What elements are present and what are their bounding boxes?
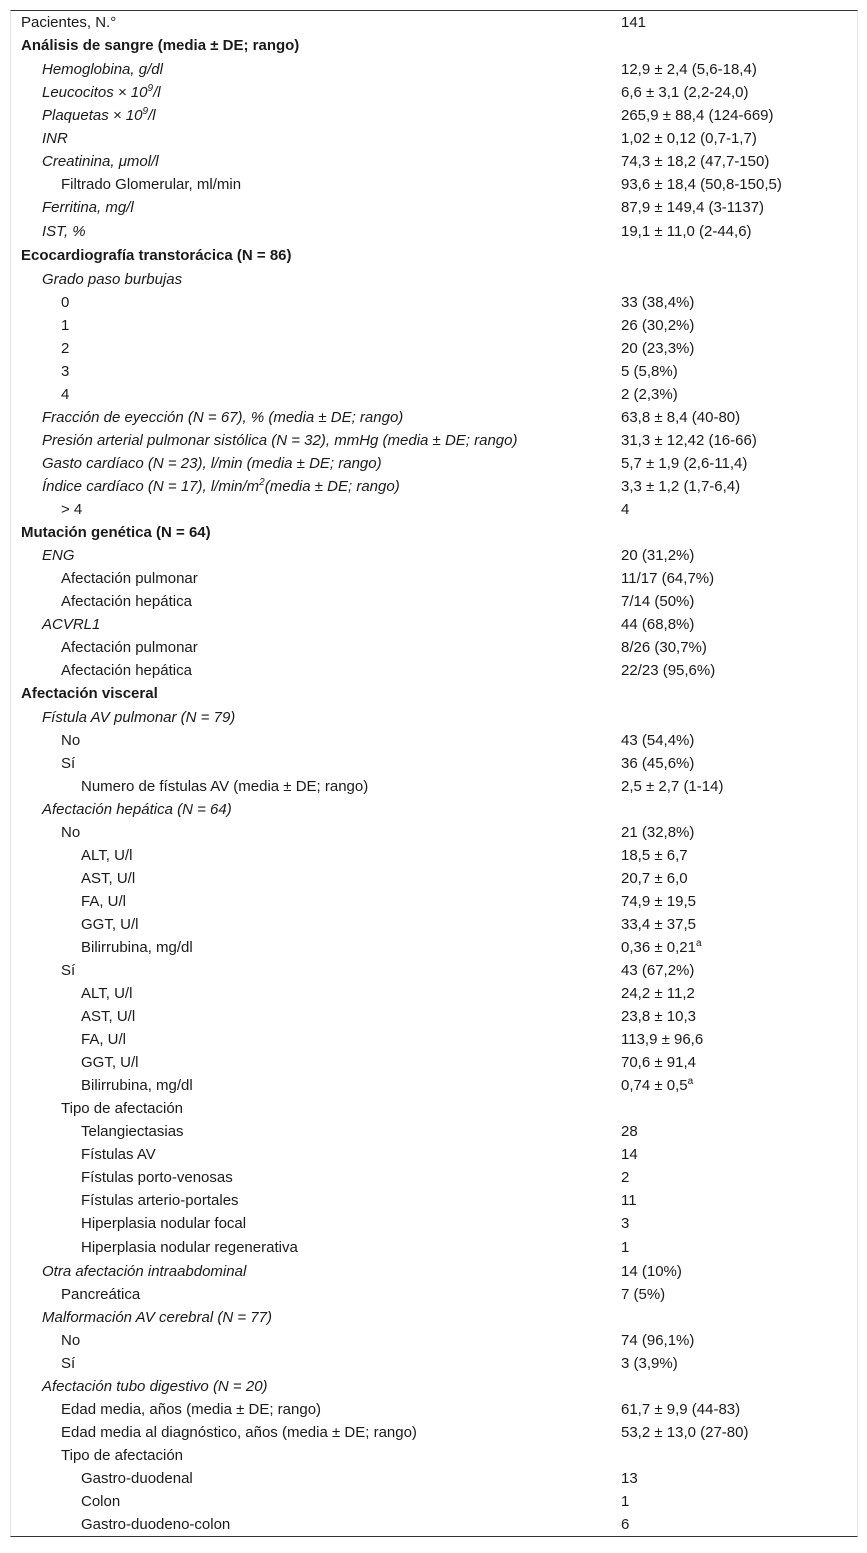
row-value: 63,8 ± 8,4 (40-80): [621, 409, 741, 426]
table-row: [11, 798, 857, 821]
row-label: No: [61, 1332, 81, 1349]
row-label: No: [61, 732, 81, 749]
table-row: [11, 1097, 857, 1120]
table-row: [11, 1490, 857, 1513]
table-row: [11, 775, 857, 798]
row-label: Plaquetas × $10^9/l$: [42, 106, 156, 124]
table-row: [11, 1212, 857, 1235]
row-label: Hemoglobina, g/dl: [42, 61, 163, 78]
table-row: [11, 244, 857, 268]
row-label: Pacientes, N.°: [21, 14, 117, 31]
row-value: 74,9 ± 19,5: [621, 893, 696, 910]
row-value: 1: [621, 1493, 630, 1510]
table-row: [11, 1467, 857, 1490]
row-label: Sí: [61, 755, 76, 772]
row-label: Bilirrubina, mg/dl: [81, 939, 193, 956]
row-value: 3,3 ± 1,2 (1,7-6,4): [621, 478, 741, 495]
row-label: ALT, U/l: [81, 985, 133, 1002]
row-value: 265,9 ± 88,4 (124-669): [621, 107, 774, 124]
row-value: 5 (5,8%): [621, 363, 678, 380]
table-row: [11, 429, 857, 452]
row-value: 8/26 (30,7%): [621, 639, 707, 656]
table-row: [11, 1352, 857, 1375]
row-value: 141: [621, 14, 647, 31]
row-label: Gasto cardíaco (N = 23), l/min (media ± DE; rango): [42, 455, 382, 472]
row-label: Fístula AV pulmonar (N = 79): [42, 709, 236, 726]
row-label: Fístulas arterio-portales: [81, 1192, 239, 1209]
row-value: 19,1 ± 11,0 (2-44,6): [621, 223, 752, 240]
row-label: Afectación hepática: [61, 662, 192, 679]
row-label: AST, U/l: [81, 1008, 136, 1025]
row-value: 21 (32,8%): [621, 824, 695, 841]
row-value: 93,6 ± 18,4 (50,8-150,5): [621, 176, 782, 193]
row-value: 33 (38,4%): [621, 294, 695, 311]
table-row: [11, 613, 857, 636]
row-value: 7/14 (50%): [621, 593, 695, 610]
table-row: [11, 81, 857, 104]
row-value: 0,36 ± 0,21$^a$: [621, 938, 702, 956]
row-label: Afectación hepática (N = 64): [42, 801, 232, 818]
row-label: Edad media, años (media ± DE; rango): [61, 1401, 322, 1418]
table-row: [11, 729, 857, 752]
row-label: Fístulas porto-venosas: [81, 1169, 233, 1186]
row-value: 13: [621, 1470, 638, 1487]
row-label: ACVRL1: [42, 616, 101, 633]
table-row: [11, 34, 857, 58]
row-label: Gastro-duodenal: [81, 1470, 193, 1487]
row-label: Hiperplasia nodular regenerativa: [81, 1239, 298, 1256]
table-row: [11, 521, 857, 544]
row-value: 2 (2,3%): [621, 386, 678, 403]
row-label: Tipo de afectación: [61, 1100, 184, 1117]
row-value: 74,3 ± 18,2 (47,7-150): [621, 153, 770, 170]
row-value: 5,7 ± 1,9 (2,6-11,4): [621, 455, 748, 472]
row-label: 2: [61, 340, 70, 357]
row-value: 2,5 ± 2,7 (1-14): [621, 778, 724, 795]
row-label: FA, U/l: [81, 893, 127, 910]
row-label: INR: [42, 130, 68, 147]
table-row: [11, 268, 857, 291]
row-label: Otra afectación intraabdominal: [42, 1263, 247, 1280]
row-value: 20 (31,2%): [621, 547, 695, 564]
row-label: Fracción de eyección (N = 67), % (media ± DE; rango): [42, 409, 404, 426]
row-value: 20,7 ± 6,0: [621, 870, 688, 887]
row-value: 20 (23,3%): [621, 340, 695, 357]
row-value: 36 (45,6%): [621, 755, 695, 772]
row-label: Afectación visceral: [21, 685, 158, 702]
table-row: [11, 383, 857, 406]
table-row: [11, 1283, 857, 1306]
table-row: [11, 196, 857, 219]
row-label: Creatinina, μmol/l: [42, 153, 159, 170]
row-label: Edad media al diagnóstico, años (media ± DE; rango): [61, 1424, 417, 1441]
row-value: 22/23 (95,6%): [621, 662, 716, 679]
row-label: 3: [61, 363, 70, 380]
row-label: Análisis de sangre (media ± DE; rango): [21, 37, 300, 54]
row-label: Gastro-duodeno-colon: [81, 1516, 231, 1533]
row-label: GGT, U/l: [81, 916, 139, 933]
row-label: Fístulas AV: [81, 1146, 156, 1163]
row-value: 14: [621, 1146, 638, 1163]
results-table: [10, 10, 858, 1537]
table-row: [11, 452, 857, 475]
table-row: [11, 11, 857, 34]
row-label: ENG: [42, 547, 75, 564]
table-row: [11, 982, 857, 1005]
row-value: 28: [621, 1123, 638, 1140]
table-row: [11, 590, 857, 613]
table-row: [11, 127, 857, 150]
row-value: 43 (67,2%): [621, 962, 695, 979]
row-value: 3: [621, 1215, 630, 1232]
table-row: [11, 291, 857, 314]
row-value: 1,02 ± 0,12 (0,7-1,7): [621, 130, 757, 147]
row-value: 33,4 ± 37,5: [621, 916, 696, 933]
row-label: Sí: [61, 1355, 76, 1372]
table-row: [11, 752, 857, 775]
row-value: 11: [621, 1192, 637, 1209]
table-row: [11, 936, 857, 959]
table-row: [11, 1306, 857, 1329]
row-value: 18,5 ± 6,7: [621, 847, 688, 864]
row-label: Colon: [81, 1493, 121, 1510]
table-row: [11, 150, 857, 173]
table-row: [11, 913, 857, 936]
row-label: Presión arterial pulmonar sistólica (N = 32), mmHg (media ± DE; rango): [42, 432, 518, 449]
row-value: 24,2 ± 11,2: [621, 985, 695, 1002]
row-label: Índice cardíaco (N = 17), $l/\min/m^2(media$ ± DE; rango): [42, 477, 400, 495]
row-label: Hiperplasia nodular focal: [81, 1215, 247, 1232]
row-label: GGT, U/l: [81, 1054, 139, 1071]
row-label: Filtrado Glomerular, ml/min: [61, 176, 242, 193]
row-label: Numero de fístulas AV (media ± DE; rango): [81, 778, 369, 795]
row-label: ALT, U/l: [81, 847, 133, 864]
table-row: [11, 1260, 857, 1283]
row-label: Pancreática: [61, 1286, 141, 1303]
row-value: 113,9 ± 96,6: [621, 1031, 704, 1048]
row-value: 61,7 ± 9,9 (44-83): [621, 1401, 741, 1418]
table-row: [11, 1329, 857, 1352]
row-label: IST, %: [42, 223, 86, 240]
table-row: [11, 314, 857, 337]
table-row: [11, 1028, 857, 1051]
table-row: [11, 219, 857, 244]
row-label: Bilirrubina, mg/dl: [81, 1077, 193, 1094]
table-row: [11, 567, 857, 590]
table-row: [11, 58, 857, 81]
table-row: [11, 1051, 857, 1074]
row-label: Afectación pulmonar: [61, 639, 198, 656]
row-label: 4: [61, 386, 70, 403]
row-value: 6: [621, 1516, 630, 1533]
row-label: Malformación AV cerebral (N = 77): [42, 1309, 272, 1326]
table-row: [11, 498, 857, 521]
row-label: FA, U/l: [81, 1031, 127, 1048]
row-value: 43 (54,4%): [621, 732, 695, 749]
row-label: Sí: [61, 962, 76, 979]
table-row: [11, 821, 857, 844]
row-label: Mutación genética (N = 64): [21, 524, 211, 541]
table-row: [11, 1444, 857, 1467]
table-row: [11, 636, 857, 659]
row-value: 14 (10%): [621, 1263, 682, 1280]
row-value: 1: [621, 1239, 630, 1256]
row-value: 7 (5%): [621, 1286, 666, 1303]
table-row: [11, 1235, 857, 1260]
table-row: [11, 844, 857, 867]
row-label: Leucocitos × $10^9/l$: [42, 83, 161, 101]
row-value: 26 (30,2%): [621, 317, 695, 334]
table-row: [11, 1166, 857, 1189]
row-value: 23,8 ± 10,3: [621, 1008, 696, 1025]
table-row: [11, 959, 857, 982]
row-value: 74 (96,1%): [621, 1332, 695, 1349]
table-row: [11, 544, 857, 567]
row-label: 0: [61, 294, 70, 311]
table-row: [11, 1398, 857, 1421]
row-label: Afectación hepática: [61, 593, 192, 610]
row-value: 2: [621, 1169, 630, 1186]
row-value: 53,2 ± 13,0 (27-80): [621, 1424, 749, 1441]
row-value: 31,3 ± 12,42 (16-66): [621, 432, 757, 449]
row-label: Telangiectasias: [81, 1123, 184, 1140]
row-value: 11/17 (64,7%): [621, 570, 715, 587]
row-label: AST, U/l: [81, 870, 136, 887]
row-label: No: [61, 824, 81, 841]
row-value: 12,9 ± 2,4 (5,6-18,4): [621, 61, 757, 78]
row-value: 44 (68,8%): [621, 616, 695, 633]
table-row: [11, 682, 857, 706]
table-row: [11, 360, 857, 383]
row-label: Afectación pulmonar: [61, 570, 198, 587]
table-row: [11, 1074, 857, 1097]
table-row: [11, 104, 857, 127]
table-row: [11, 706, 857, 729]
table-row: [11, 1005, 857, 1028]
table-row: [11, 475, 857, 498]
table-row: [11, 1421, 857, 1444]
table-row: [11, 890, 857, 913]
table-row: [11, 337, 857, 360]
row-label: Afectación tubo digestivo (N = 20): [42, 1378, 268, 1395]
table-row: [11, 1120, 857, 1143]
row-label: Grado paso burbujas: [42, 271, 183, 288]
row-label: > 4: [61, 501, 83, 518]
table-row: [11, 659, 857, 682]
row-value: 0,74 ± 0,5$^a$: [621, 1076, 694, 1094]
row-label: Tipo de afectación: [61, 1447, 184, 1464]
table-row: [11, 867, 857, 890]
row-label: Ecocardiografía transtorácica (N = 86): [21, 247, 292, 264]
row-value: 87,9 ± 149,4 (3-1137): [621, 199, 765, 216]
row-label: 1: [61, 317, 70, 334]
table-row: [11, 1375, 857, 1398]
table-row: [11, 1513, 857, 1536]
row-value: 70,6 ± 91,4: [621, 1054, 696, 1071]
table-row: [11, 173, 857, 196]
table-row: [11, 1143, 857, 1166]
table-row: [11, 1189, 857, 1212]
row-label: Ferritina, mg/l: [42, 199, 134, 216]
table-row: [11, 406, 857, 429]
row-value: 6,6 ± 3,1 (2,2-24,0): [621, 84, 749, 101]
row-value: 3 (3,9%): [621, 1355, 678, 1372]
row-value: 4: [621, 501, 630, 518]
